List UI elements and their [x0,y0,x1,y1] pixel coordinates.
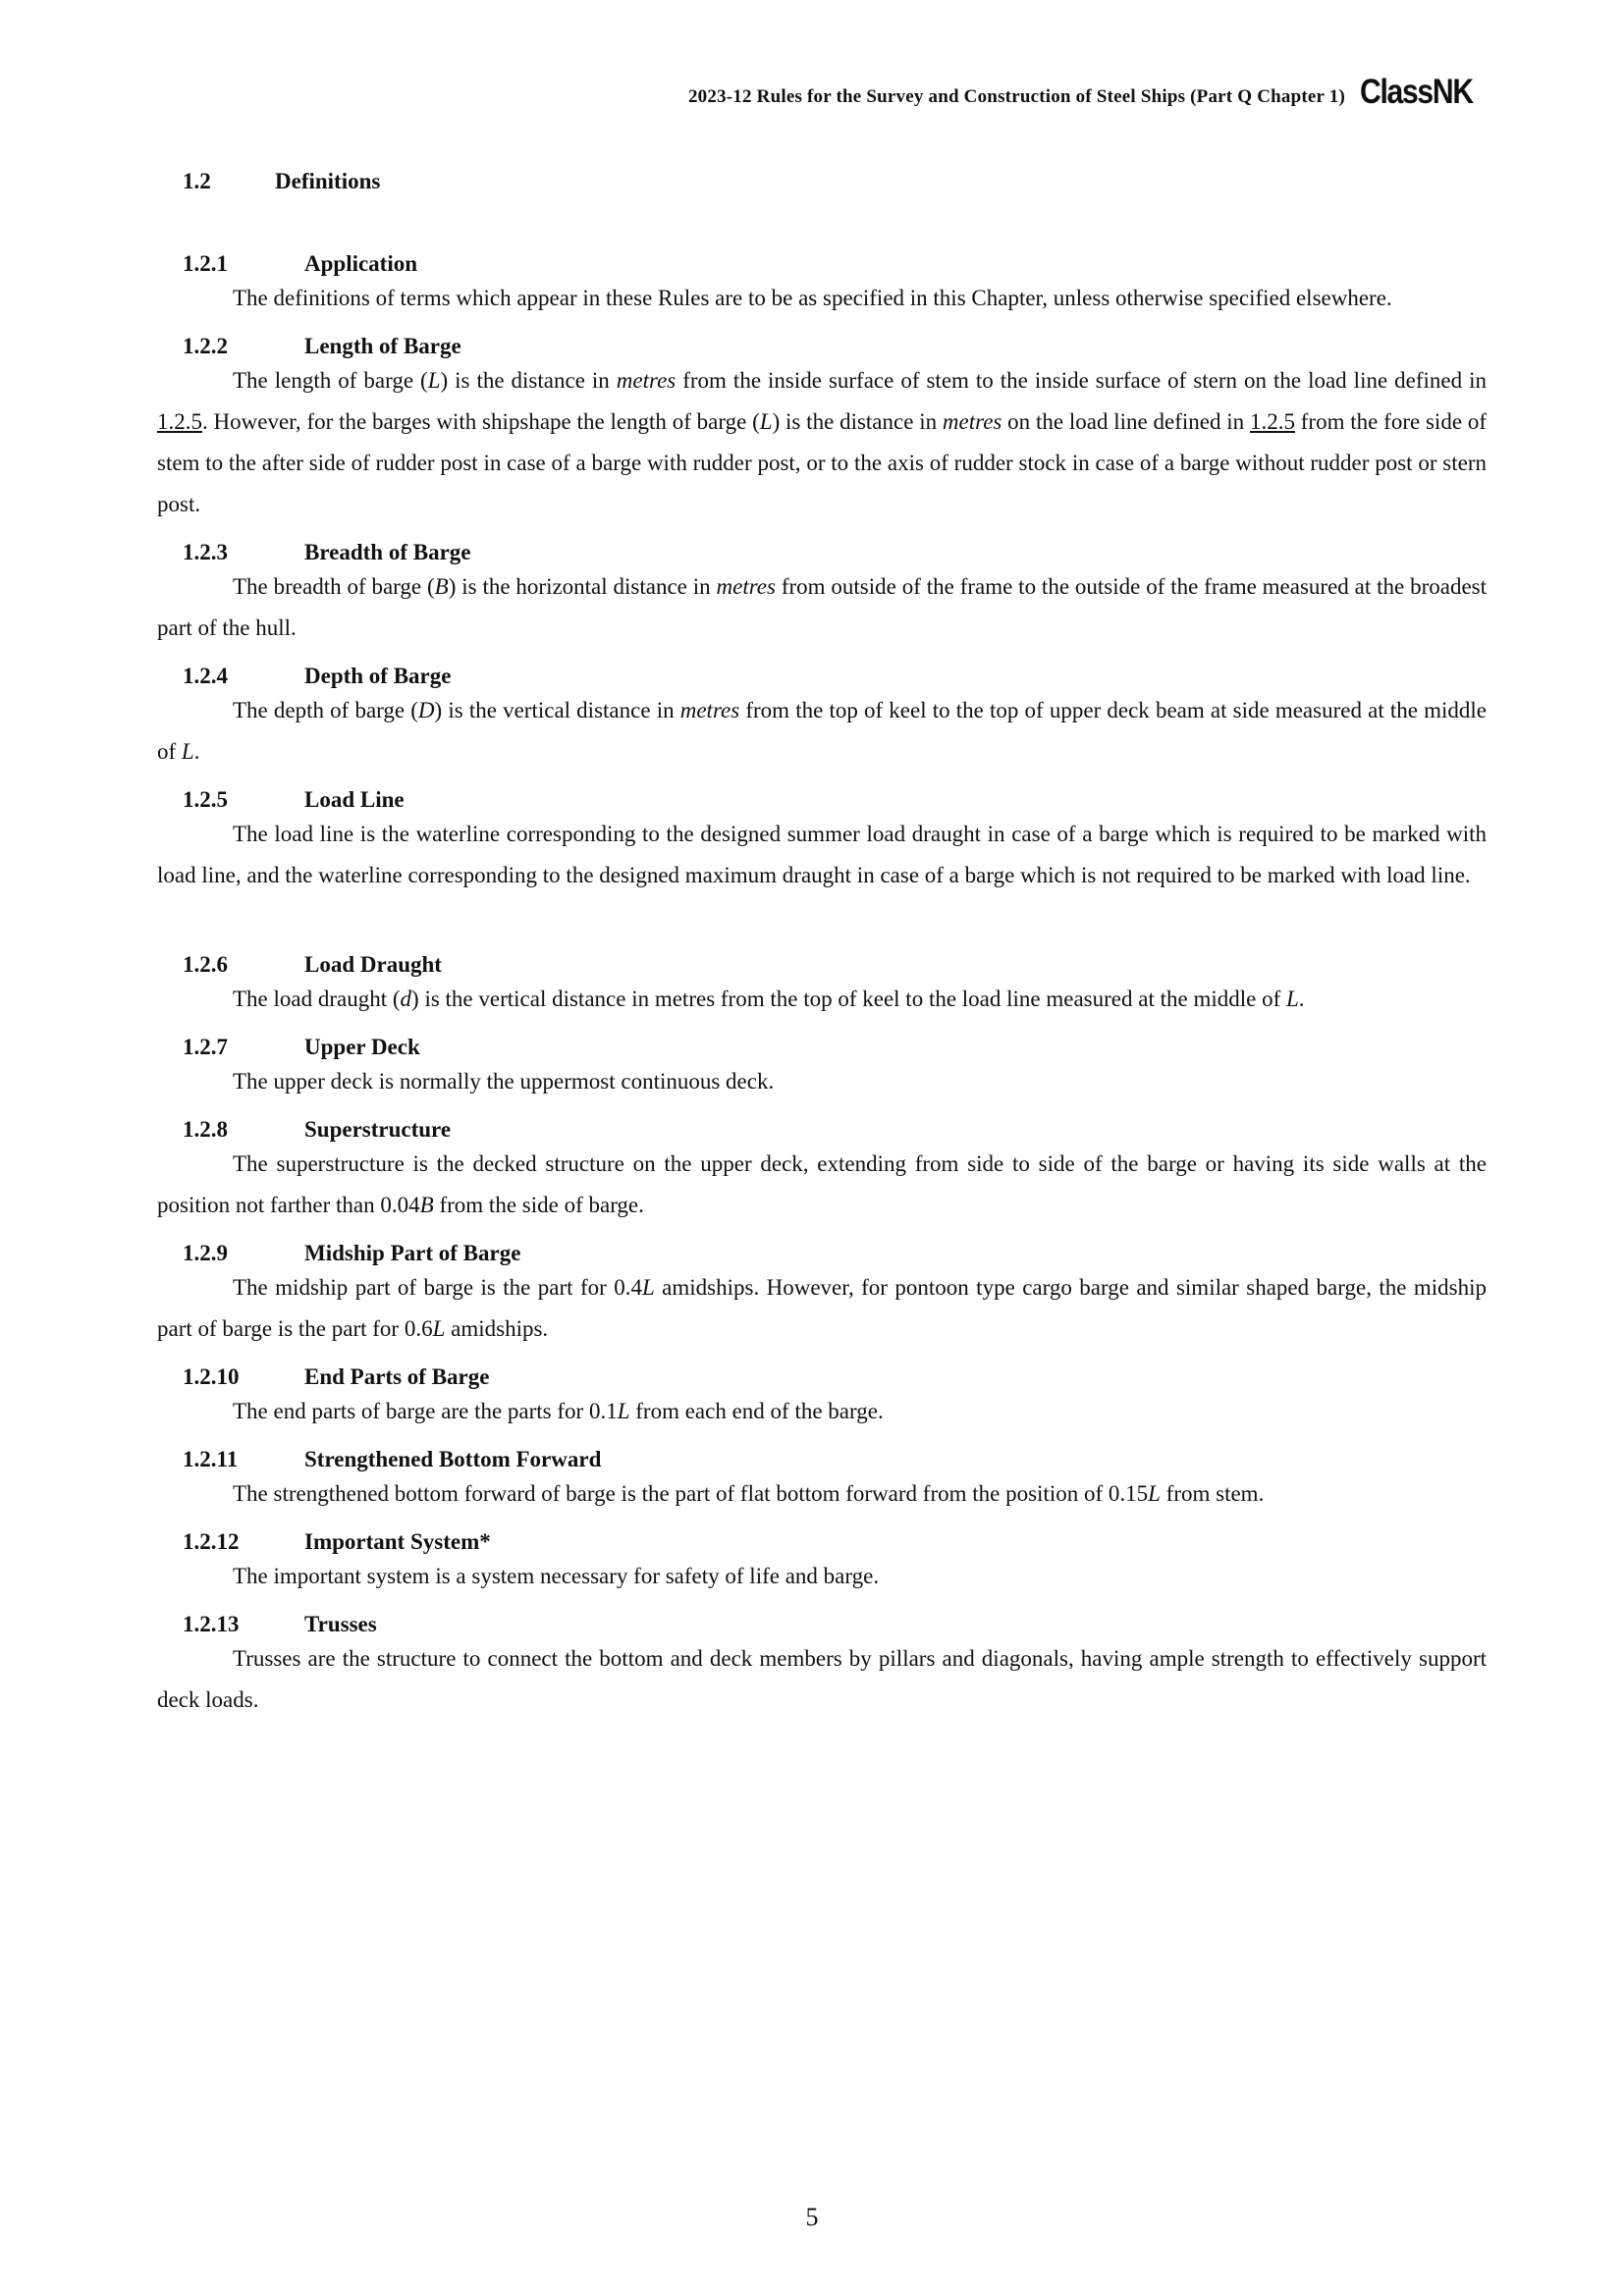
section-number: 1.2 [183,169,211,193]
definition-title: Load Line [304,787,405,812]
page-number: 5 [805,2203,819,2231]
definition-text-midship-part: The midship part of barge is the part for 0.4L amidships. However, for pontoon type cargo barge and similar shaped barge, the midship part of barge is the part for 0.6L amidships. [157,1275,1487,1341]
definition-number: 1.2.3 [183,540,228,564]
definition-title: Trusses [304,1612,377,1636]
classnk-logo: ClassNK [1360,73,1473,111]
definition-text-load-line: The load line is the waterline corresponding to the designed summer load draught in case of a barge which is required to be marked with load line, and the waterline corresponding to the designed maximum draught in case of a barge which is not required to be marked with load line. [157,822,1487,887]
definition-number: 1.2.8 [183,1117,228,1142]
definition-number: 1.2.1 [183,251,228,276]
cross-reference-link[interactable]: 1.2.5 [1249,409,1295,434]
cross-reference-link[interactable]: 1.2.5 [157,409,202,434]
definition-number: 1.2.12 [183,1529,240,1554]
definition-number: 1.2.4 [183,664,228,688]
definition-text-upper-deck: The upper deck is normally the uppermost continuous deck. [233,1069,775,1094]
definition-text-application: The definitions of terms which appear in these Rules are to be as specified in this Chapter, unless otherwise specified elsewhere. [233,286,1392,310]
definition-title: Load Draught [304,952,442,977]
definition-text-length-of-barge: The length of barge (L) is the distance in metres from the inside surface of stem to the inside surface of stern on the load line defined in 1.2.5. However, for the barges with shipshape the length of barge (L) is the distance in metres on the load line defined in 1.2.5 from the fore side of stem to the after side of rudder post in case of a barge with rudder post, or to the axis of rudder stock in case of a barge without rudder post or stern post. [157,368,1487,516]
definition-title: End Parts of Barge [304,1364,490,1389]
definition-title: Upper Deck [304,1035,420,1059]
definition-number: 1.2.10 [183,1364,240,1389]
definition-title: Length of Barge [304,334,461,358]
definition-text-depth-of-barge: The depth of barge (D) is the vertical distance in metres from the top of keel to the top of upper deck beam at side measured at the middle of L. [157,698,1487,764]
definition-number: 1.2.7 [183,1035,228,1059]
definition-number: 1.2.11 [183,1447,239,1471]
definition-text-trusses: Trusses are the structure to connect the bottom and deck members by pillars and diagonals, having ample strength to effectively support deck loads. [157,1646,1487,1712]
definition-text-superstructure: The superstructure is the decked structure on the upper deck, extending from side to side of the barge or having its side walls at the position not farther than 0.04B from the side of barge. [157,1151,1487,1217]
definition-number: 1.2.6 [183,952,228,977]
definition-text-end-parts: The end parts of barge are the parts for 0.1L from each end of the barge. [233,1399,884,1423]
definition-number: 1.2.9 [183,1241,228,1265]
definition-number: 1.2.5 [183,787,228,812]
definition-text-strengthened-bottom: The strengthened bottom forward of barge is the part of flat bottom forward from the position of 0.15L from stem. [233,1481,1265,1506]
definition-text-breadth-of-barge: The breadth of barge (B) is the horizontal distance in metres from outside of the frame to the outside of the frame measured at the broadest part of the hull. [157,574,1487,640]
definition-title: Superstructure [304,1117,452,1142]
definition-title: Breadth of Barge [304,540,471,564]
definition-title: Application [304,251,418,276]
definition-text-load-draught: The load draught (d) is the vertical distance in metres from the top of keel to the load line measured at the middle of L. [233,987,1305,1011]
definition-number: 1.2.2 [183,334,228,358]
definition-text-important-system: The important system is a system necessary for safety of life and barge. [233,1564,880,1588]
section-title: Definitions [275,169,381,193]
definition-title: Strengthened Bottom Forward [304,1447,602,1471]
definition-title: Depth of Barge [304,664,452,688]
definition-title: Midship Part of Barge [304,1241,521,1265]
definition-title: Important System* [304,1529,491,1554]
definition-number: 1.2.13 [183,1612,240,1636]
running-header-title: 2023-12 Rules for the Survey and Construction of Steel Ships (Part Q Chapter 1) [687,86,1345,107]
